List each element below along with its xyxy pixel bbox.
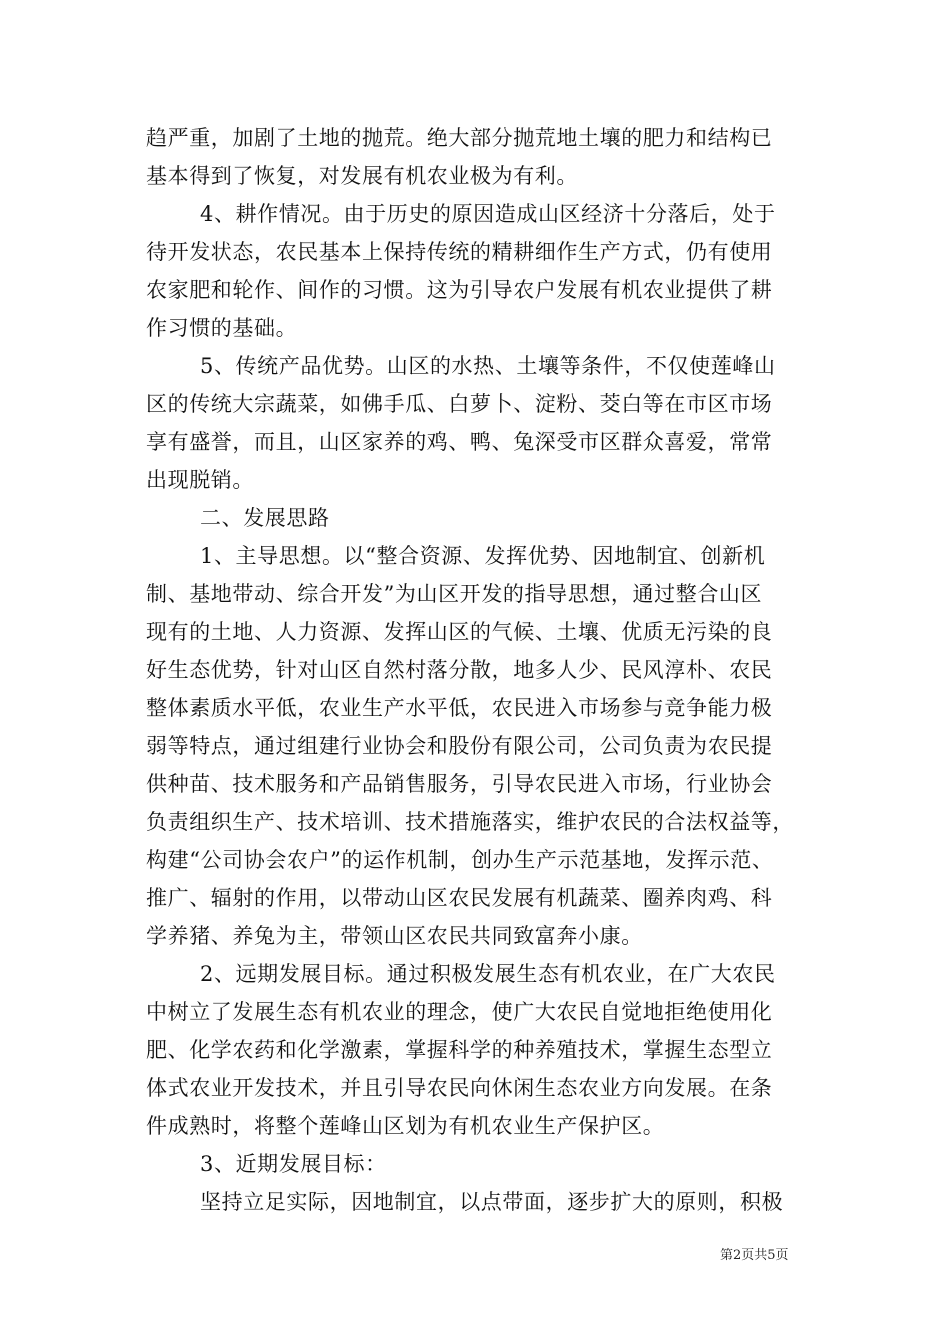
text-line: 推广、辐射的作用，以带动山区农民发展有机蔬菜、圈养肉鸡、科 [146,886,773,910]
text-line: 好生态优势，针对山区自然村落分散，地多人少、民风淳朴、农民 [146,658,773,682]
text-line: 件成熟时，将整个莲峰山区划为有机农业生产保护区。 [146,1114,665,1138]
text-line: 供种苗、技术服务和产品销售服务，引导农民进入市场，行业协会 [146,772,773,796]
text-line: 弱等特点，通过组建行业协会和股份有限公司，公司负责为农民提 [146,734,773,758]
text-line: 5、传统产品优势。山区的水热、土壤等条件，不仅使莲峰山 [200,354,776,378]
text-line: 中树立了发展生态有机农业的理念，使广大农民自觉地拒绝使用化 [146,1000,773,1024]
text-line: 待开发状态，农民基本上保持传统的精耕细作生产方式，仍有使用 [146,240,773,264]
text-line: 坚持立足实际，因地制宜，以点带面，逐步扩大的原则，积极 [200,1190,784,1214]
text-line: 2、远期发展目标。通过积极发展生态有机农业，在广大农民 [200,962,776,986]
text-line: 学养猪、养兔为主，带领山区农民共同致富奔小康。 [146,924,643,948]
text-line: 3、近期发展目标： [200,1152,387,1176]
text-line: 作习惯的基础。 [146,316,298,340]
text-line: 4、耕作情况。由于历史的原因造成山区经济十分落后，处于 [200,202,776,226]
text-line: 体式农业开发技术，并且引导农民向休闲生态农业方向发展。在条 [146,1076,773,1100]
text-line: 趋严重，加剧了土地的抛荒。绝大部分抛荒地土壤的肥力和结构已 [146,126,773,150]
text-line: 整体素质水平低，农业生产水平低，农民进入市场参与竞争能力极 [146,696,773,720]
page-number: 第2页共5页 [720,1248,789,1263]
text-line: 构建“公司协会农户”的运作机制，创办生产示范基地，发挥示范、 [146,848,774,872]
text-line: 农家肥和轮作、间作的习惯。这为引导农户发展有机农业提供了耕 [146,278,773,302]
text-line: 区的传统大宗蔬菜，如佛手瓜、白萝卜、淀粉、茭白等在市区市场 [146,392,773,416]
text-line: 享有盛誉，而且，山区家养的鸡、鸭、兔深受市区群众喜爱，常常 [146,430,773,454]
text-line: 制、基地带动、综合开发”为山区开发的指导思想，通过整合山区 [146,582,763,606]
text-line: 负责组织生产、技术培训、技术措施落实，维护农民的合法权益等， [146,810,794,834]
text-line: 基本得到了恢复，对发展有机农业极为有利。 [146,164,578,188]
text-line: 肥、化学农药和化学激素，掌握科学的种养殖技术，掌握生态型立 [146,1038,773,1062]
text-line: 1、主导思想。以“整合资源、发挥优势、因地制宜、创新机 [200,544,766,568]
text-line: 现有的土地、人力资源、发挥山区的气候、土壤、优质无污染的良 [146,620,773,644]
section-heading: 二、发展思路 [200,506,330,530]
text-line: 出现脱销。 [146,468,254,492]
